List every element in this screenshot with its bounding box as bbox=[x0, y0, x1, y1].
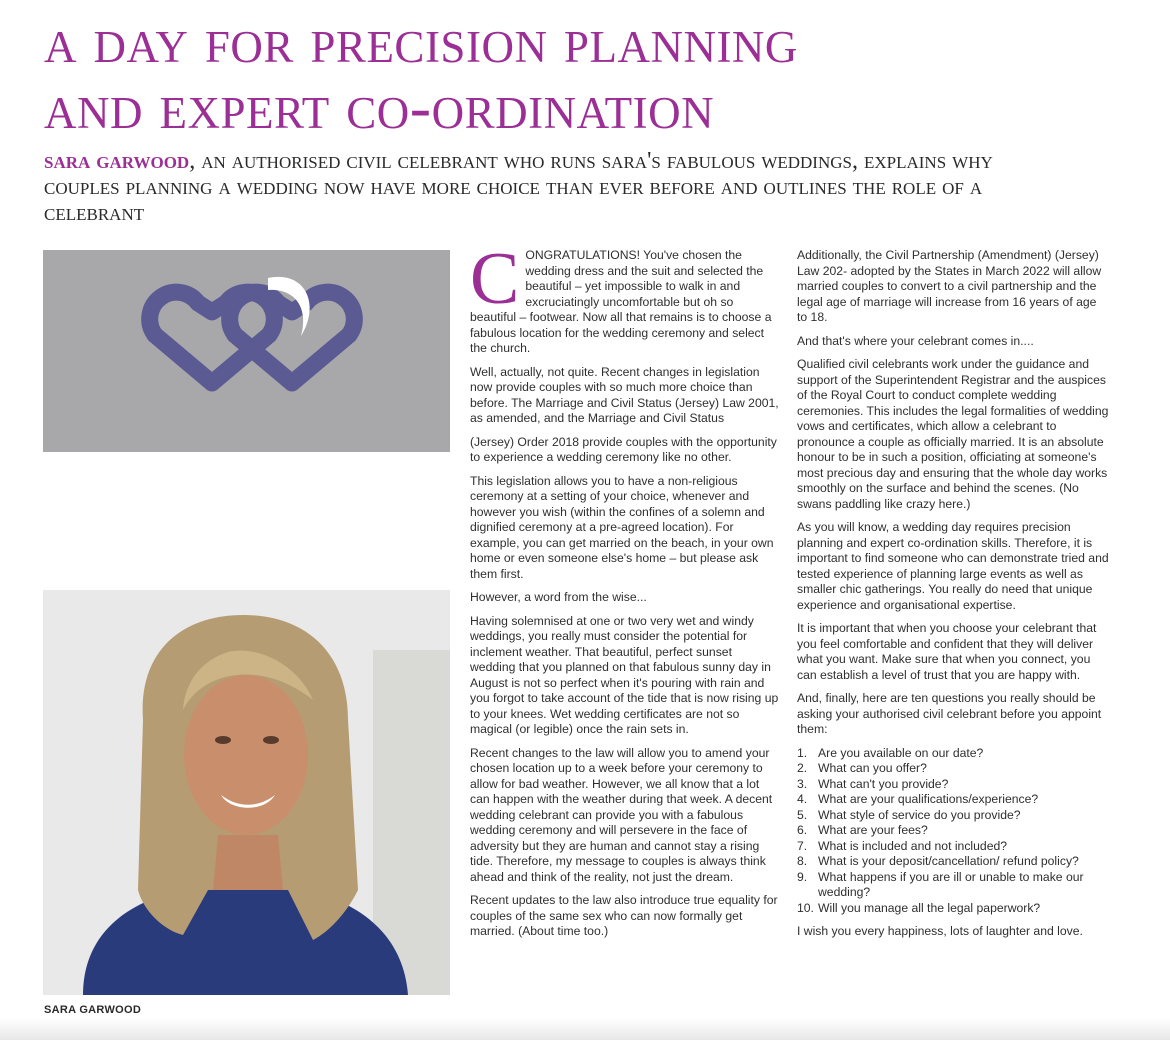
standfirst-text: , an authorised civil celebrant who runs sara's fabulous weddings, explains why couples planning a wedding now have more choice than ever before and outlines the role of a celebrant bbox=[44, 148, 993, 226]
logo-heart-right bbox=[230, 292, 355, 383]
author-photo bbox=[43, 590, 450, 995]
headline-line-2: and expert co-ordination bbox=[44, 71, 715, 142]
list-item: 8. What is your deposit/cancellation/ refund policy? bbox=[797, 854, 1079, 868]
article-column-2 bbox=[797, 248, 1109, 948]
paragraph: Qualified civil celebrants work under the guidance and support of the Superintendent Registrar and the auspices of the Royal Court to conduct complete wedding ceremonies. This includes the legal formalities of wedding vows and certificates, which allow a celebrant to pronounce a couple as officially married. It is an absolute honour to be in such a position, officiating at someone's most precious day and ensuring that the whole day works smoothly on the surface and behind the scenes. (No swans paddling like crazy here.) bbox=[797, 357, 1109, 511]
list-item: 9. What happens if you are ill or unable to make our wedding? bbox=[797, 869, 1084, 899]
paragraph: (Jersey) Order 2018 provide couples with the opportunity to experience a wedding ceremony like no other. bbox=[470, 434, 777, 464]
page-edge-shadow bbox=[0, 1018, 1170, 1040]
author-name: sara garwood bbox=[44, 148, 190, 174]
logo-heart-left bbox=[150, 292, 275, 383]
paragraph: CONGRATULATIONS! You've chosen the wedding dress and the suit and selected the beautiful – yet impossible to walk in and excruciatingly uncomfortable but oh so beautiful – footwear. Now all that remains is to choose a fabulous location for the wedding ceremony and select the church. bbox=[470, 238, 772, 355]
portrait-illustration bbox=[43, 590, 450, 995]
list-item: 3. What can't you provide? bbox=[797, 776, 949, 791]
paragraph: However, a word from the wise... bbox=[470, 590, 647, 604]
interlocked-hearts-logo bbox=[43, 250, 450, 452]
article-column-1 bbox=[470, 238, 780, 948]
list-item: 4. What are your qualifications/experience? bbox=[797, 792, 1039, 806]
list-item: 6. What are your fees? bbox=[797, 823, 928, 837]
list-item: 1. Are you available on our date? bbox=[797, 745, 984, 760]
paragraph: As you will know, a wedding day requires precision planning and expert co-ordination skills. Therefore, it is important to find someone who can demonstrate tried and tested experience of planning large events as well as smaller chic gatherings. You really do need that unique experience and organisational expertise. bbox=[797, 520, 1109, 612]
paragraph: And, finally, here are ten questions you really should be asking your authorised civil celebrant before you appoint them: bbox=[797, 691, 1102, 736]
standfirst bbox=[44, 148, 1064, 226]
paragraph: It is important that when you choose your celebrant that you feel comfortable and confident that they will deliver what you want. Make sure that when you connect, you can establish a level of trust that you are happy with. bbox=[797, 621, 1097, 682]
drop-cap: C bbox=[470, 238, 520, 320]
paragraph: Recent updates to the law also introduce true equality for couples of the same sex who can now formally get married. (About time too.) bbox=[470, 893, 778, 938]
list-item: 7. What is included and not included? bbox=[797, 838, 1008, 853]
questions-list bbox=[797, 746, 1109, 917]
logo-image bbox=[43, 250, 450, 452]
paragraph: Having solemnised at one or two very wet and windy weddings, you really must consider the potential for inclement weather. That beautiful, perfect sunset wedding that you planned on that fabulous sunny day in August is not so perfect when it's pouring with rain and you forgot to take account of the tide that is now rising up to your knees. Wet wedding certificates are not so magical (or legible) once the rain sets in. bbox=[470, 613, 779, 736]
list-item: 10. Will you manage all the legal paperwork? bbox=[797, 900, 1041, 915]
photo-caption: SARA GARWOOD bbox=[44, 1004, 142, 1016]
paragraph: This legislation allows you to have a non-religious ceremony at a setting of your choice, whenever and however you wish (within the confines of a solemn and dignified ceremony at a pre-agreed location). For example, you can get married on the beach, in your own home or even someone else's home – but please ask them first. bbox=[470, 473, 774, 581]
headline-line-1: a day for precision planning bbox=[44, 5, 798, 76]
article-headline bbox=[44, 5, 1144, 142]
closing-paragraph: I wish you every happiness, lots of laughter and love. bbox=[797, 924, 1083, 938]
paragraph: Well, actually, not quite. Recent changes in legislation now provide couples with so much more choice than before. The Marriage and Civil Status (Jersey) Law 2001, as amended, and the Marriage and Civil Status bbox=[470, 364, 779, 425]
list-item: 5. What style of service do you provide? bbox=[797, 807, 1021, 822]
paragraph: And that's where your celebrant comes in.... bbox=[797, 333, 1034, 348]
paragraph: Recent changes to the law will allow you to amend your chosen location up to a week before your ceremony to allow for bad weather. However, we all know that a lot can happen with the weather during that week. A decent wedding celebrant can provide you with a fabulous wedding ceremony and will persevere in the face of adversity but they are human and cannot stay a rising tide. Therefore, my message to couples is always think ahead and think of the reality, not just the dream. bbox=[470, 745, 773, 884]
list-item: 2. What can you offer? bbox=[797, 761, 927, 775]
paragraph: Additionally, the Civil Partnership (Amendment) (Jersey) Law 202- adopted by the States in March 2022 will allow married couples to convert to a civil partnership and the legal age of marriage will increase from 16 years of age to 18. bbox=[797, 248, 1102, 324]
